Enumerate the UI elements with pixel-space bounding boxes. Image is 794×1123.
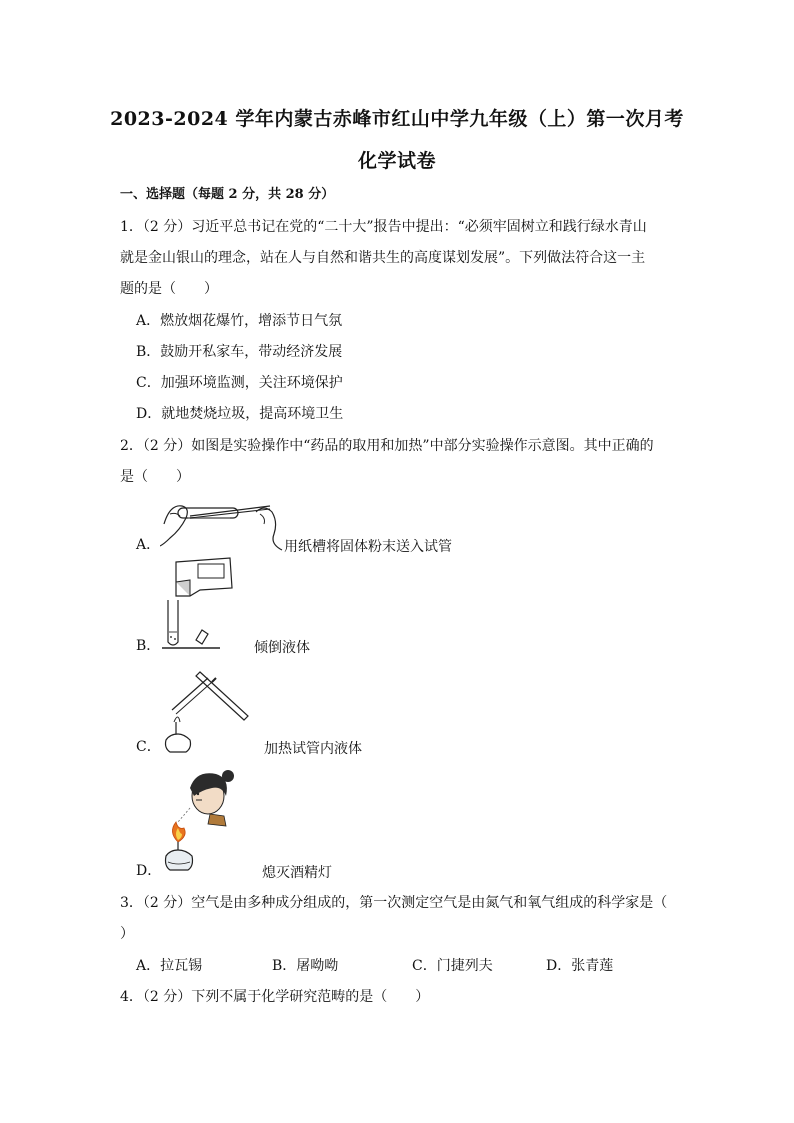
q4-stem-line1: 4．（2 分）下列不属于化学研究范畴的是（ ） [120,989,430,1005]
q3-stem-line1: 3．（2 分）空气是由多种成分组成的，第一次测定空气是由氮气和氧气组成的科学家是（ [120,895,668,911]
q2-option-a-caption: 用纸槽将固体粉末送入试管 [284,539,452,555]
blowing-out-lamp-icon [160,766,242,876]
heating-test-tube-icon [160,664,252,756]
q1-option-c: C．加强环境监测，关注环境保护 [136,375,343,391]
q2-option-c-caption: 加热试管内液体 [264,741,362,757]
q1-stem-line1: 1．（2 分）习近平总书记在党的“二十大”报告中提出：“必须牢固树立和践行绿水青山 [120,219,647,235]
q3-option-d: D．张青莲 [546,958,614,974]
q3-stem-line2: ） [120,926,134,942]
q3-option-c: C．门捷列夫 [412,958,493,974]
q2-option-c-letter: C． [136,739,161,755]
section-heading: 一、选择题（每题 2 分，共 28 分） [120,187,335,202]
q1-option-d: D．就地焚烧垃圾，提高环境卫生 [136,406,344,422]
q1-option-a: A．燃放烟花爆竹，增添节日气氛 [136,313,343,329]
exam-title-line1: 2023-2024 学年内蒙古赤峰市红山中学九年级（上）第一次月考 [110,108,684,130]
q3-option-b: B．屠呦呦 [272,958,339,974]
exam-title-line2: 化学试卷 [357,150,436,172]
pouring-liquid-icon [160,556,242,652]
q2-option-b-caption: 倾倒液体 [254,640,310,656]
q2-option-a-letter: A． [136,537,161,553]
q2-option-d-caption: 熄灭酒精灯 [262,865,332,881]
q2-option-b-letter: B． [136,638,161,654]
q1-stem-line3: 题的是（ ） [120,281,218,297]
q1-option-b: B．鼓励开私家车，带动经济发展 [136,344,343,360]
q3-option-a: A．拉瓦锡 [136,958,203,974]
q2-option-d-letter: D． [136,863,162,879]
q2-stem-line2: 是（ ） [120,469,190,485]
q1-stem-line2: 就是金山银山的理念，站在人与自然和谐共生的高度谋划发展”。下列做法符合这一主 [120,250,646,266]
paper-trough-icon [160,494,285,552]
q2-stem-line1: 2．（2 分）如图是实验操作中“药品的取用和加热”中部分实验操作示意图。其中正确的 [120,438,654,454]
